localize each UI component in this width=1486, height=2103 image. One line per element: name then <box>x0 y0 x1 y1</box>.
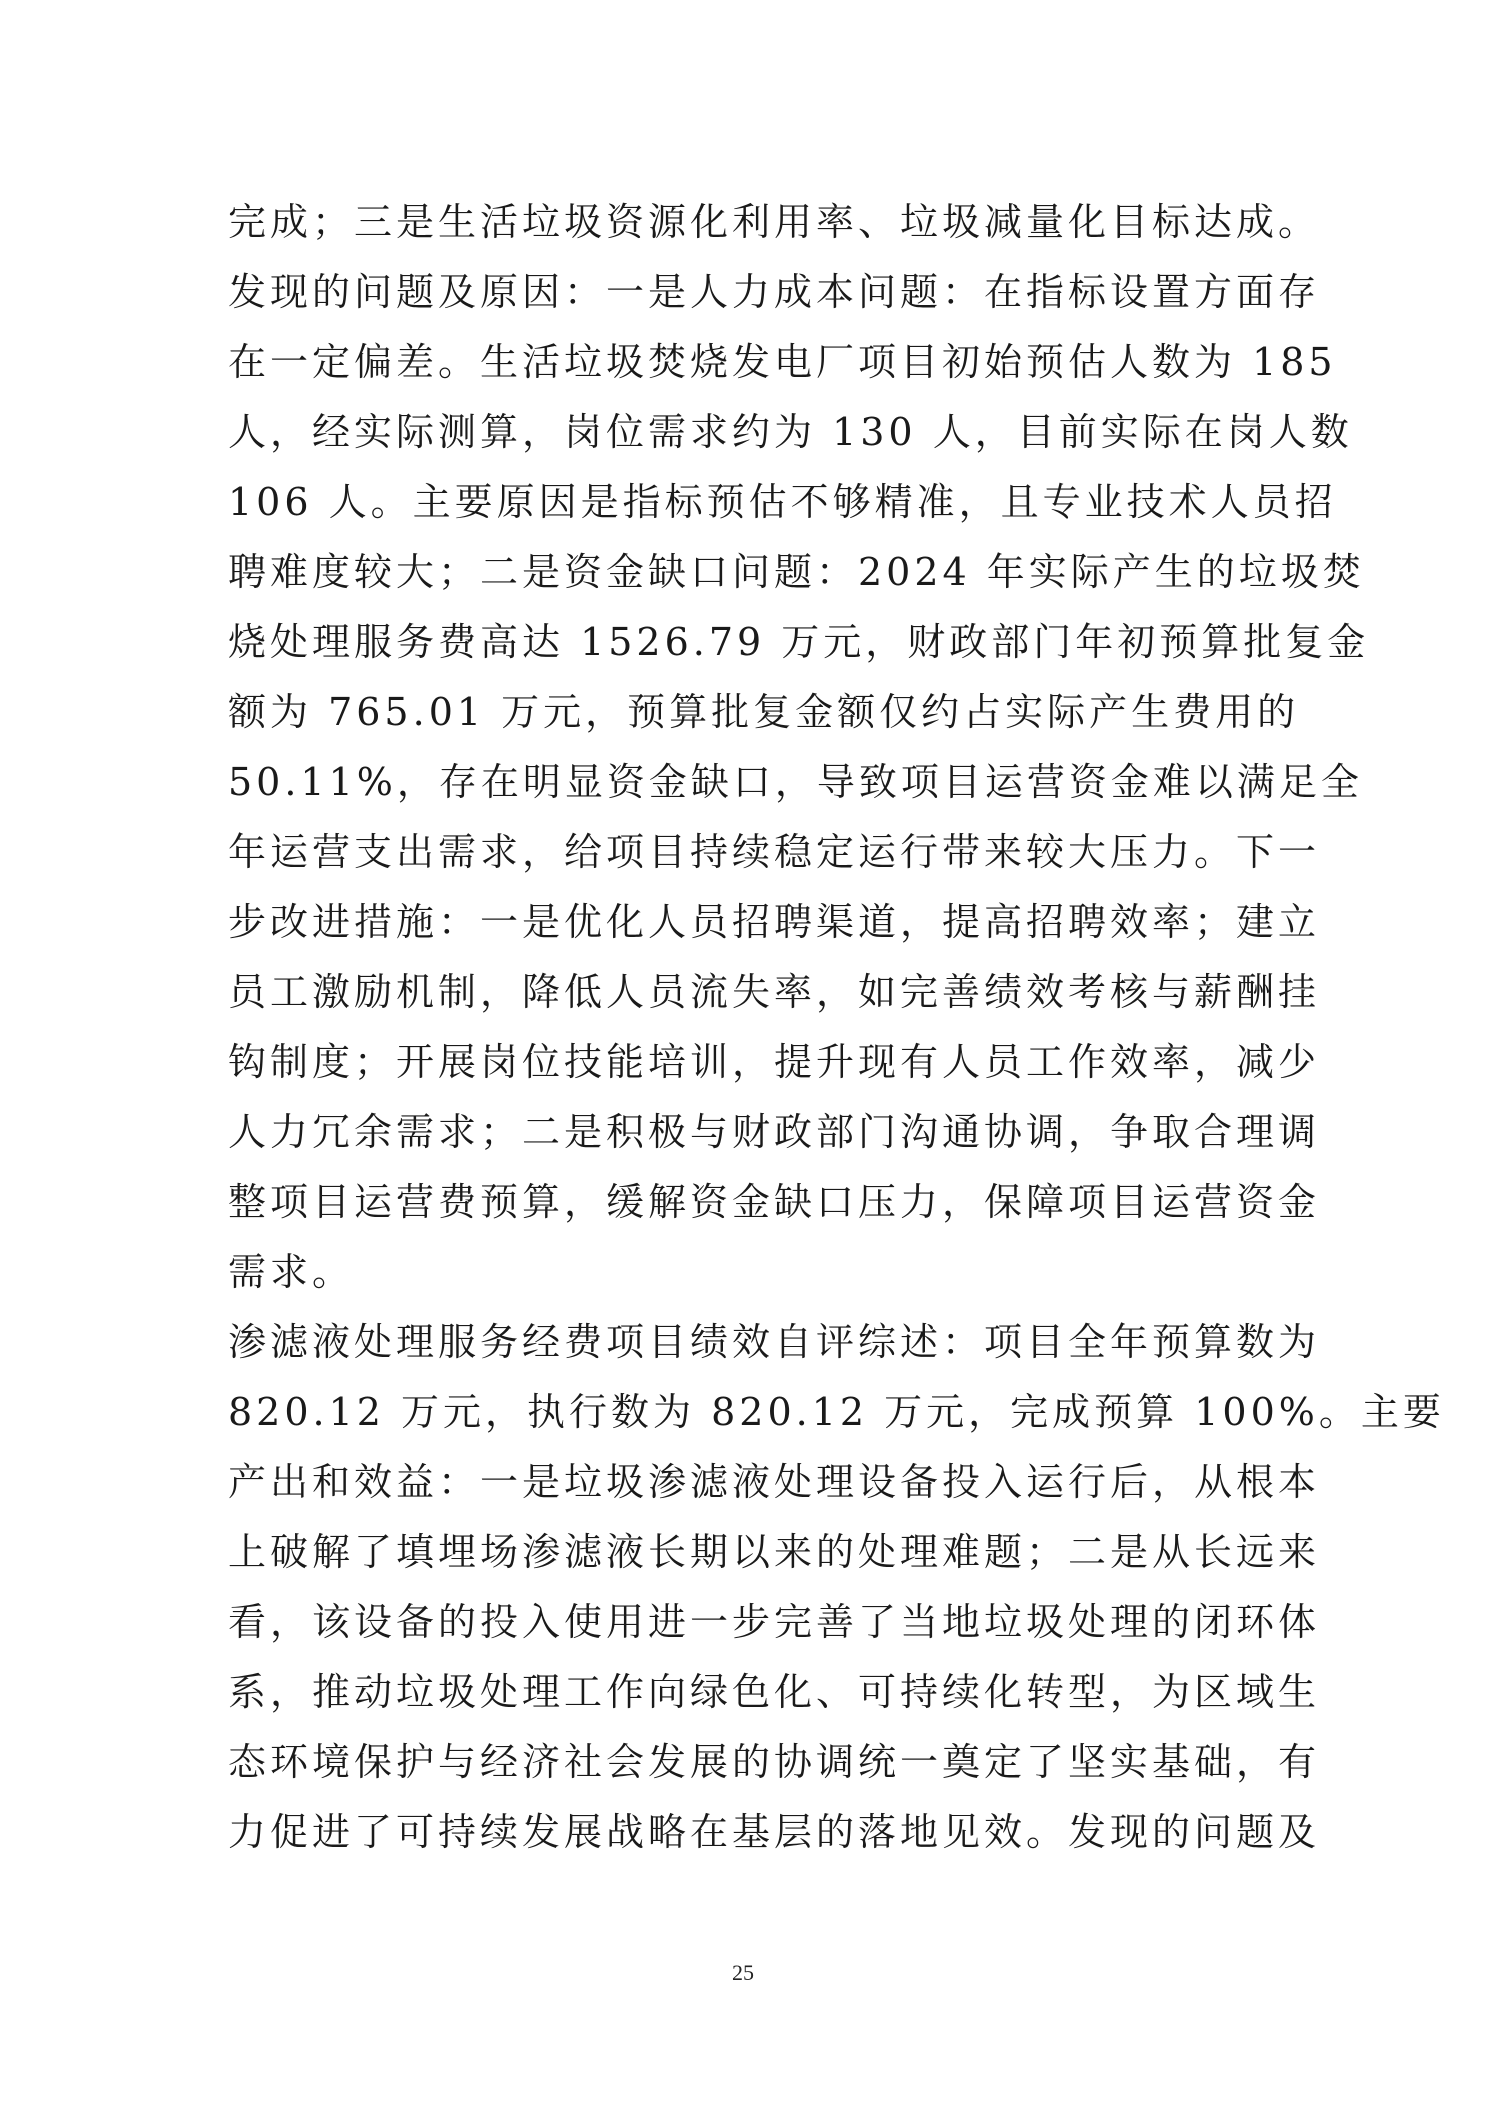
text-line: 渗滤液处理服务经费项目绩效自评综述：项目全年预算数为 <box>228 1320 1321 1364</box>
text-line: 在一定偏差。生活垃圾焚烧发电厂项目初始预估人数为 185 <box>228 340 1337 384</box>
text-line: 额为 765.01 万元，预算批复金额仅约占实际产生费用的 <box>228 690 1300 734</box>
text-line: 人，经实际测算，岗位需求约为 130 人，目前实际在岗人数 <box>228 410 1353 454</box>
text-line: 烧处理服务费高达 1526.79 万元，财政部门年初预算批复金 <box>228 620 1370 664</box>
text-line: 50.11%，存在明显资金缺口，导致项目运营资金难以满足全 <box>228 760 1363 804</box>
text-line: 员工激励机制，降低人员流失率，如完善绩效考核与薪酬挂 <box>228 970 1321 1014</box>
text-line: 系，推动垃圾处理工作向绿色化、可持续化转型，为区域生 <box>228 1670 1321 1714</box>
text-line: 上破解了填埋场渗滤液长期以来的处理难题；二是从长远来 <box>228 1530 1321 1574</box>
text-line: 需求。 <box>228 1250 355 1294</box>
text-line: 106 人。主要原因是指标预估不够精准，且专业技术人员招 <box>228 480 1337 524</box>
text-line: 钩制度；开展岗位技能培训，提升现有人员工作效率，减少 <box>228 1040 1321 1084</box>
page-number: 25 <box>732 1960 754 1985</box>
text-line: 820.12 万元，执行数为 820.12 万元，完成预算 100%。主要 <box>228 1390 1445 1434</box>
text-line: 力促进了可持续发展战略在基层的落地见效。发现的问题及 <box>228 1810 1321 1854</box>
text-line: 发现的问题及原因：一是人力成本问题：在指标设置方面存 <box>228 270 1321 314</box>
text-line: 步改进措施：一是优化人员招聘渠道，提高招聘效率；建立 <box>228 900 1321 944</box>
text-line: 产出和效益：一是垃圾渗滤液处理设备投入运行后，从根本 <box>228 1460 1321 1504</box>
text-line: 人力冗余需求；二是积极与财政部门沟通协调，争取合理调 <box>228 1110 1321 1154</box>
text-line: 整项目运营费预算，缓解资金缺口压力，保障项目运营资金 <box>228 1180 1321 1224</box>
text-line: 态环境保护与经济社会发展的协调统一奠定了坚实基础，有 <box>228 1740 1321 1784</box>
text-line: 完成；三是生活垃圾资源化利用率、垃圾减量化目标达成。 <box>228 200 1321 244</box>
text-line: 看，该设备的投入使用进一步完善了当地垃圾处理的闭环体 <box>228 1600 1321 1644</box>
text-line: 年运营支出需求，给项目持续稳定运行带来较大压力。下一 <box>228 830 1321 874</box>
text-line: 聘难度较大；二是资金缺口问题：2024 年实际产生的垃圾焚 <box>228 550 1365 594</box>
